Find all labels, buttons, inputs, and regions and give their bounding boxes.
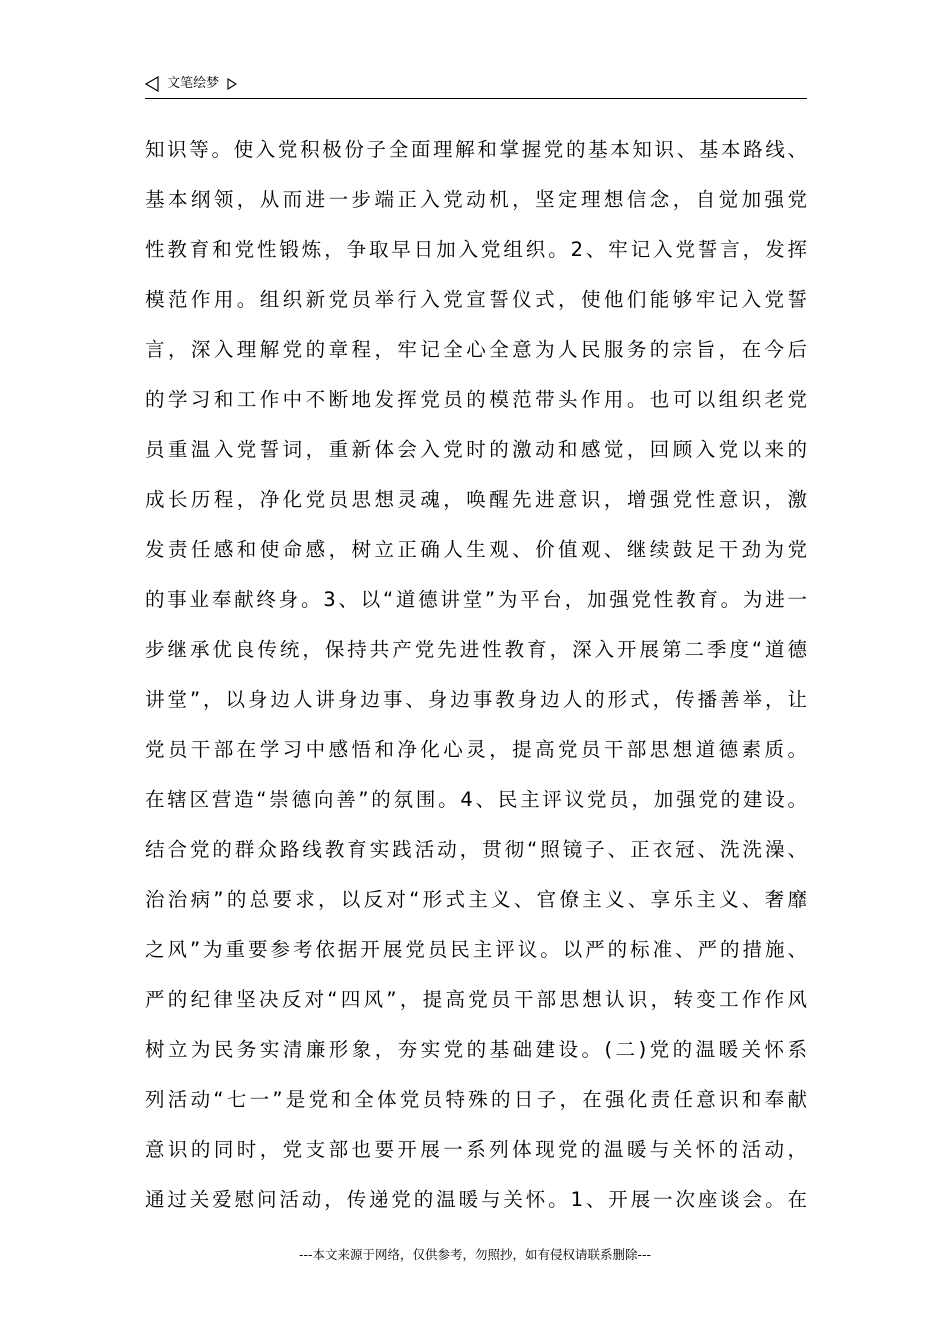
body-line: 在辖区营造“崇德向善”的氛围。4、民主评议党员，加强党的建设。 (145, 788, 807, 811)
body-line: 步继承优良传统，保持共产党先进性教育，深入开展第二季度“道德 (145, 638, 807, 661)
triangle-left-icon (145, 76, 159, 92)
body-line: 严的纪律坚决反对“四风”，提高党员干部思想认识，转变工作作风 (145, 988, 807, 1011)
page-footer: ---本文来源于网络，仅供参考，勿照抄，如有侵权请联系删除--- (298, 1247, 652, 1262)
body-line: 的事业奉献终身。3、以“道德讲堂”为平台，加强党性教育。为进一 (145, 588, 807, 611)
body-line: 成长历程，净化党员思想灵魂，唤醒先进意识，增强党性意识，激 (145, 488, 807, 511)
body-line: 员重温入党誓词，重新体会入党时的激动和感觉，回顾入党以来的 (145, 438, 807, 461)
body-line: 言，深入理解党的章程，牢记全心全意为人民服务的宗旨，在今后 (145, 338, 807, 361)
body-line: 模范作用。组织新党员举行入党宣誓仪式，使他们能够牢记入党誓 (145, 288, 807, 311)
body-line: 的学习和工作中不断地发挥党员的模范带头作用。也可以组织老党 (145, 388, 807, 411)
triangle-right-icon (227, 78, 237, 90)
body-line: 党员干部在学习中感悟和净化心灵，提高党员干部思想道德素质。 (145, 738, 807, 761)
body-line: 治治病”的总要求，以反对“形式主义、官僚主义、享乐主义、奢靡 (145, 888, 807, 911)
body-line: 知识等。使入党积极份子全面理解和掌握党的基本知识、基本路线、 (145, 138, 807, 161)
header-title: 文笔绘梦 (167, 76, 220, 91)
body-line: 性教育和党性锻炼，争取早日加入党组织。2、牢记入党誓言，发挥 (145, 238, 807, 261)
page-header (145, 74, 807, 99)
body-line: 意识的同时，党支部也要开展一系列体现党的温暖与关怀的活动， (145, 1138, 807, 1161)
document-body (145, 125, 807, 1225)
body-line: 树立为民务实清廉形象，夯实党的基础建设。(二)党的温暖关怀系 (145, 1038, 807, 1061)
body-line: 结合党的群众路线教育实践活动，贯彻“照镜子、正衣冠、洗洗澡、 (145, 838, 807, 861)
body-line: 之风”为重要参考依据开展党员民主评议。以严的标准、严的措施、 (145, 938, 807, 961)
body-line: 通过关爱慰问活动，传递党的温暖与关怀。1、开展一次座谈会。在 (145, 1188, 807, 1211)
body-line: 列活动“七一”是党和全体党员特殊的日子，在强化责任意识和奉献 (145, 1088, 807, 1111)
body-line: 讲堂”，以身边人讲身边事、身边事教身边人的形式，传播善举，让 (145, 688, 807, 711)
body-line: 发责任感和使命感，树立正确人生观、价值观、继续鼓足干劲为党 (145, 538, 807, 561)
body-line: 基本纲领，从而进一步端正入党动机，坚定理想信念，自觉加强党 (145, 188, 807, 211)
